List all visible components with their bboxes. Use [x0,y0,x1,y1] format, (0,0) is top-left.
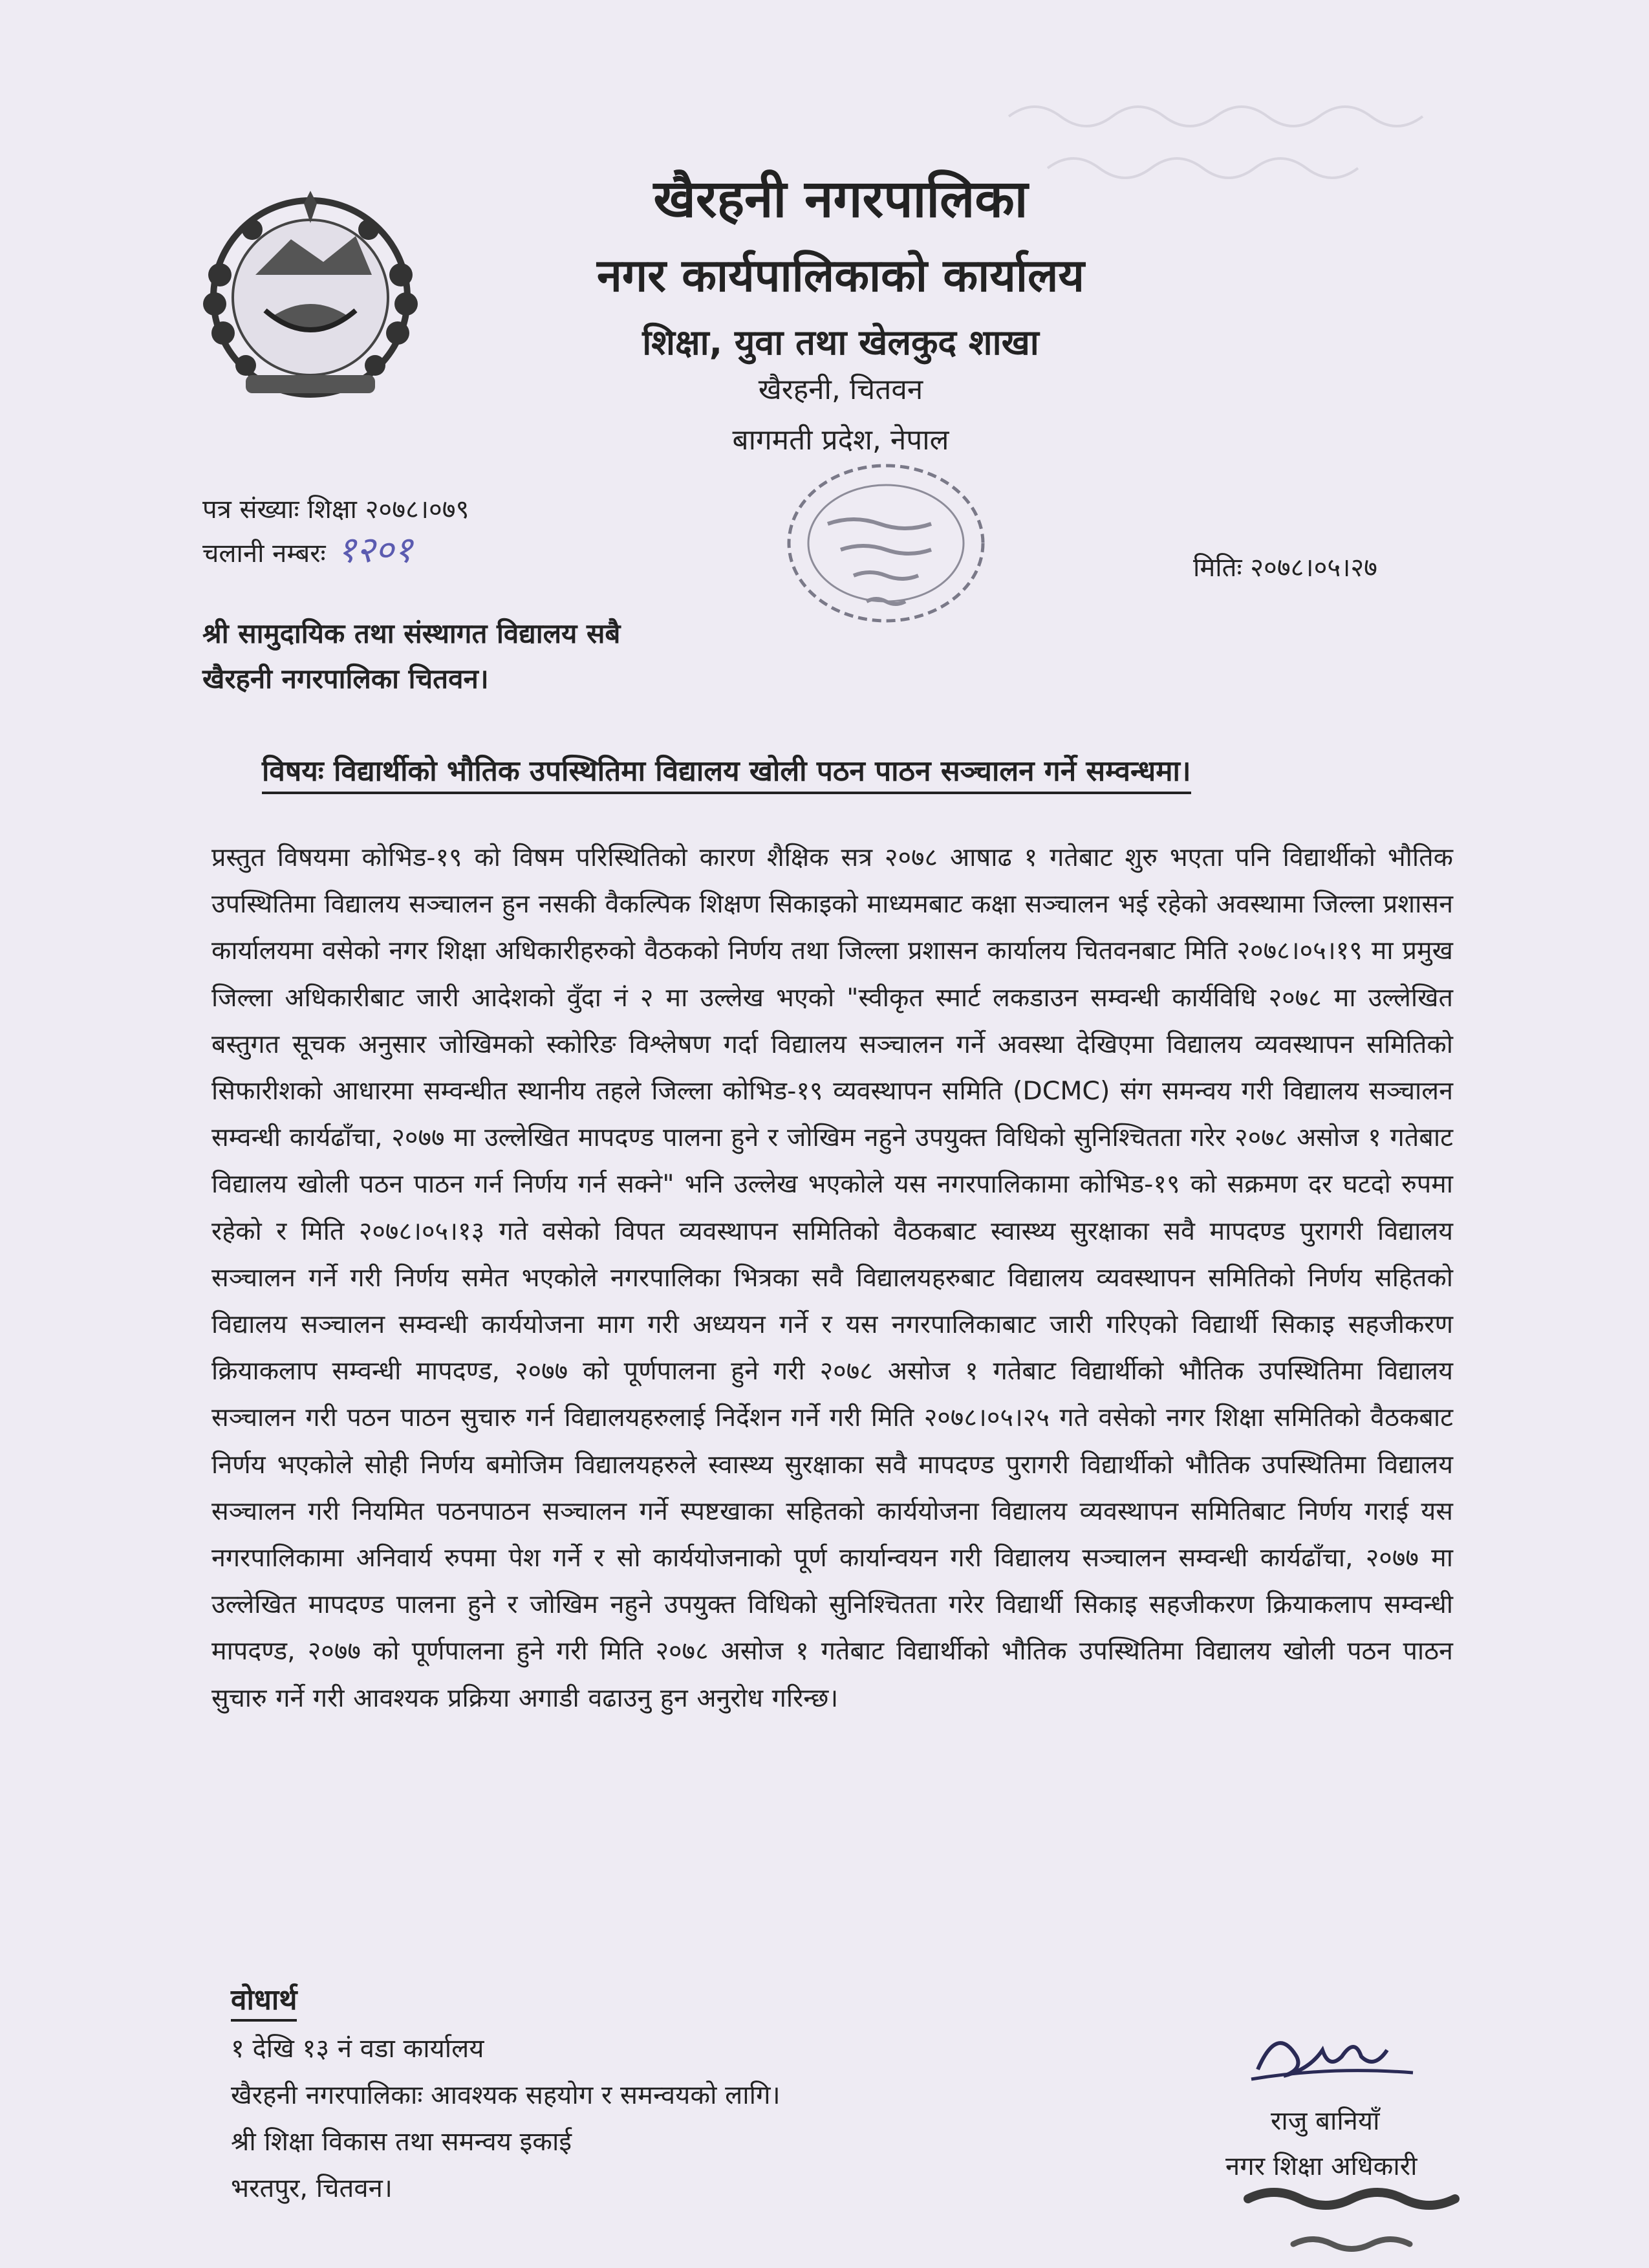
recipient-line-1: श्री सामुदायिक तथा संस्थागत विद्यालय सबै [202,618,621,649]
cc-line-1: १ देखि १३ नं वडा कार्यालय [231,2034,484,2064]
recipient-line-2: खैरहनी नगरपालिका चितवन। [202,663,489,695]
letter-number: पत्र संख्याः शिक्षा २०७८।०७९ [202,495,469,524]
dispatch-number-row [202,524,413,573]
dispatch-number-label: चलानी नम्बरः [202,539,326,568]
office-title: नगर कार्यपालिकाको कार्यालय [596,249,1085,302]
handwritten-signature [1245,2018,1426,2089]
cc-line-4: भरतपुर, चितवन। [231,2174,393,2203]
name-stamp [1235,2173,1494,2268]
municipality-title: खैरहनी नगरपालिका [653,169,1028,229]
cc-line-2: खैरहनी नगरपालिकाः आवश्यक सहयोग र समन्वयको लागि। [231,2080,781,2110]
cc-line-3: श्री शिक्षा विकास तथा समन्वय इकाई [231,2127,572,2157]
letter-date: मितिः २०७८।०५।२७ [1193,553,1377,583]
address-line-2: बागमती प्रदेश, नेपाल [732,424,949,457]
letter-subject: विषयः विद्यार्थीको भौतिक उपस्थितिमा विद्यालय खोली पठन पाठन सञ्चालन गर्ने सम्वन्धमा। [262,750,1191,794]
cc-heading: वोधार्थ [231,1979,297,2022]
address-line-1: खैरहनी, चितवन [758,373,923,406]
signatory-name: राजु बानियाँ [1271,2106,1380,2136]
office-stamp [750,446,1022,660]
section-title: शिक्षा, युवा तथा खेलकुद शाखा [642,322,1039,363]
dispatch-number-value: १२०१ [337,529,413,571]
signatory-title: नगर शिक्षा अधिकारी [1225,2152,1417,2181]
letter-body: प्रस्तुत विषयमा कोभिड-१९ को विषम परिस्थितिको कारण शैक्षिक सत्र २०७८ आषाढ १ गतेबाट शुरु भएता पनि विद्यार्थीको भौतिक उपस्थितिमा विद्यालय सञ्चालन हुन नसकी वैकल्पिक शिक्षण सिकाइको माध्यमबाट कक्षा सञ्चालन भई रहेको अवस्थामा जिल्ला प्रशासन कार्यालयमा वसेको नगर शिक्षा अधिकारीहरुको वैठकको निर्णय तथा जिल्ला प्रशासन कार्यालय चितवनबाट मिति २०७८।०५।१९ मा प्रमुख जिल्ला अधिकारीबाट जारी आदेशको वुँदा नं २ मा उल्लेख भएको "स्वीकृत स्मार्ट लकडाउन सम्वन्धी कार्यविधि २०७८ मा उल्लेखित बस्तुगत सूचक अनुसार जोखिमको स्कोरिङ विश्लेषण गर्दा विद्यालय सञ्चालन गर्ने अवस्था देखिएमा विद्यालय व्यवस्थापन समितिको सिफारीशको आधारमा सम्वन्धीत स्थानीय तहले जिल्ला कोभिड-१९ व्यवस्थापन समिति (DCMC) संग समन्वय गरी विद्यालय सञ्चालन सम्वन्धी कार्यढाँचा, २०७७ मा उल्लेखित मापदण्ड पालना हुने र जोखिम नहुने उपयुक्त विधिको सुनिश्चितता गरेर २०७८ असोज १ गतेबाट विद्यालय खोली पठन पाठन गर्न निर्णय गर्न सक्ने" भनि उल्लेख भएकोले यस नगरपालिकामा कोभिड-१९ को सक्रमण दर घटदो रुपमा रहेको र मिति २०७८।०५।१३ गते वसेको विपत व्यवस्थापन समितिको वैठकबाट स्वास्थ्य सुरक्षाका सवै मापदण्ड पुरागरी विद्यालय सञ्चालन गर्ने गरी निर्णय समेत भएकोले नगरपालिका भित्रका सवै विद्यालयहरुबाट विद्यालय व्यवस्थापन समितिको निर्णय सहितको विद्यालय सञ्चालन सम्वन्धी कार्ययोजना माग गरी अध्ययन गर्ने र यस नगरपालिकाबाट जारी गरिएको विद्यार्थी सिकाइ सहजीकरण क्रियाकलाप सम्वन्धी मापदण्ड, २०७७ को पूर्णपालना हुने गरी २०७८ असोज १ गतेबाट विद्यार्थीको भौतिक उपस्थितिमा विद्यालय सञ्चालन गरी पठन पाठन सुचारु गर्न विद्यालयहरुलाई निर्देशन गर्ने गरी मिति २०७८।०५।२५ गते वसेको नगर शिक्षा समितिको वैठकबाट निर्णय भएकोले सोही निर्णय बमोजिम विद्यालयहरुले स्वास्थ्य सुरक्षाका सवै मापदण्ड पुरागरी विद्यार्थीको भौतिक उपस्थितिमा विद्यालय सञ्चालन गरी नियमित पठनपाठन सञ्चालन गर्ने स्पष्टखाका सहितको कार्ययोजना विद्यालय व्यवस्थापन समितिबाट निर्णय गराई यस नगरपालिकामा अनिवार्य रुपमा पेश गर्ने र सो कार्ययोजनाको पूर्ण कार्यान्वयन गरी विद्यालय सञ्चालन सम्वन्धी कार्यढाँचा, २०७७ मा उल्लेखित मापदण्ड पालना हुने र जोखिम नहुने उपयुक्त विधिको सुनिश्चितता गरेर विद्यार्थी सिकाइ सहजीकरण क्रियाकलाप सम्वन्धी मापदण्ड, २०७७ को पूर्णपालना हुने गरी मिति २०७८ असोज १ गतेबाट विद्यार्थीको भौतिक उपस्थितिमा विद्यालय खोली पठन पाठन सुचारु गर्ने गरी आवश्यक प्रक्रिया अगाडी वढाउनु हुन अनुरोध गरिन्छ। [211,843,1453,1713]
